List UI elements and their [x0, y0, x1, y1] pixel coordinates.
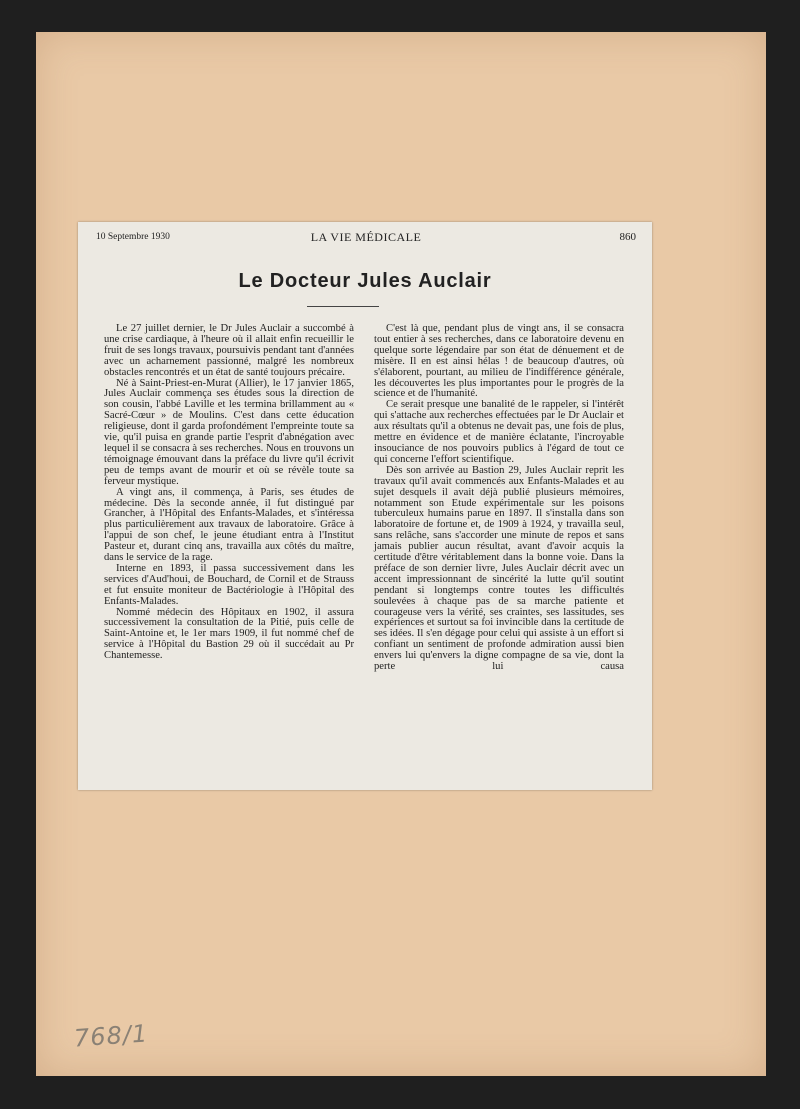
paragraph: A vingt ans, il commença, à Paris, ses études de médecine. Dès la seconde année, il fut distingué par Grancher, à l'Hôpital des Enfants-Malades, et s'intéressa plus particulièrement aux travaux de laboratoire. Grâce à l'appui de son chef, le jeune étudiant entra à l'Institut Pasteur et, durant cinq ans, travailla aux côtés du maître, dans le service de la rage.: [104, 486, 354, 564]
title-divider: [307, 306, 379, 307]
handwritten-catalog-number: 768/1: [73, 1019, 150, 1053]
left-column: [104, 324, 354, 662]
right-column: [374, 324, 624, 673]
issue-date: 10 Septembre 1930: [96, 232, 170, 242]
paragraph: Dès son arrivée au Bastion 29, Jules Auclair reprit les travaux qu'il avait commencés aux Enfants-Malades et au sujet desquels il avait déjà publié plusieurs mémoires, notamment son Etude expérimentale sur les poisons tuberculeux humains parue en 1897. Il s'installa dans son laboratoire de fortune et, de 1909 à 1924, y travailla seul, sans relâche, sans s'accorder une minute de repos et sans jamais publier aucun résultat, avant d'avoir acquis la certitude d'être véritablement dans la bonne voie. Dans la préface de son dernier livre, Jules Auclair décrit avec un accent impressionnant de sincérité la lutte qu'il soutint pendant si longtemps contre toutes les difficultés soulevées à chaque pas de sa marche patiente et courageuse vers la vérité, ses craintes, ses lassitudes, ses expériences et surtout sa foi invincible dans la certitude de ses idées. Il s'en dégage pour celui qui assiste à un effort si confiant un sentiment de profonde admiration aussi bien envers lui qu'envers la digne compagne de sa vie, dont la perte lui causa: [374, 464, 624, 673]
article-title: Le Docteur Jules Auclair: [238, 270, 492, 292]
paragraph: Interne en 1893, il passa successivement dans les services d'Aud'houi, de Bouchard, de Cornil et de Strauss et fut ensuite moniteur de Bactériologie à l'Hôpital des Enfants-Malades.: [104, 562, 354, 607]
page-number: 860: [619, 231, 636, 243]
paragraph: Né à Saint-Priest-en-Murat (Allier), le 17 janvier 1865, Jules Auclair commença ses études sous la direction de son cousin, l'abbé Laville et les termina brillamment au « Sacré-Cœur » de Moulins. C'est dans cette éducation religieuse, dont il garda profondément l'empreinte toute sa vie, qu'il puisa en grande partie l'esprit d'abnégation avec lequel il se consacra à ses recherches. Nous en trouvons un témoignage émouvant dans la préface du livre qu'il écrivit peu de temps avant de mourir et où se révèle toute sa ferveur mystique.: [104, 377, 354, 487]
newspaper-clipping: [78, 222, 652, 790]
journal-name: LA VIE MÉDICALE: [310, 230, 422, 244]
running-header: [96, 230, 636, 246]
paragraph: Le 27 juillet dernier, le Dr Jules Auclair a succombé à une crise cardiaque, à l'heure où il allait enfin recueillir le fruit de ses longs travaux, poursuivis pendant tant d'années avec un acharnement passionné, malgré les nombreux obstacles rencontrés et un état de santé toujours précaire.: [104, 323, 354, 378]
paragraph: C'est là que, pendant plus de vingt ans, il se consacra tout entier à ses recherches, dans ce laboratoire devenu en quelque sorte légendaire par son état de dénuement et de misère. Il en est ainsi hélas ! de beaucoup d'autres, où s'élaborent, pourtant, au milieu de l'indifférence générale, les découvertes les plus importantes pour le progrès de la science et de l'humanité.: [374, 323, 624, 400]
paragraph: Nommé médecin des Hôpitaux en 1902, il assura successivement la consultation de la Pitié, puis celle de Saint-Antoine et, le 1er mars 1909, il fut nommé chef de service à l'Hôpital du Bastion 29 où il succédait au Pr Chantemesse.: [104, 606, 354, 662]
paragraph: Ce serait presque une banalité de le rappeler, si l'intérêt qui s'attache aux recherches effectuées par le Dr Auclair et aux résultats qu'il a obtenus ne devait pas, une fois de plus, mettre en évidence et de manière éclatante, l'incroyable insouciance de nos pouvoirs publics à l'égard de tout ce qui concerne l'effort scientifique.: [374, 399, 624, 465]
